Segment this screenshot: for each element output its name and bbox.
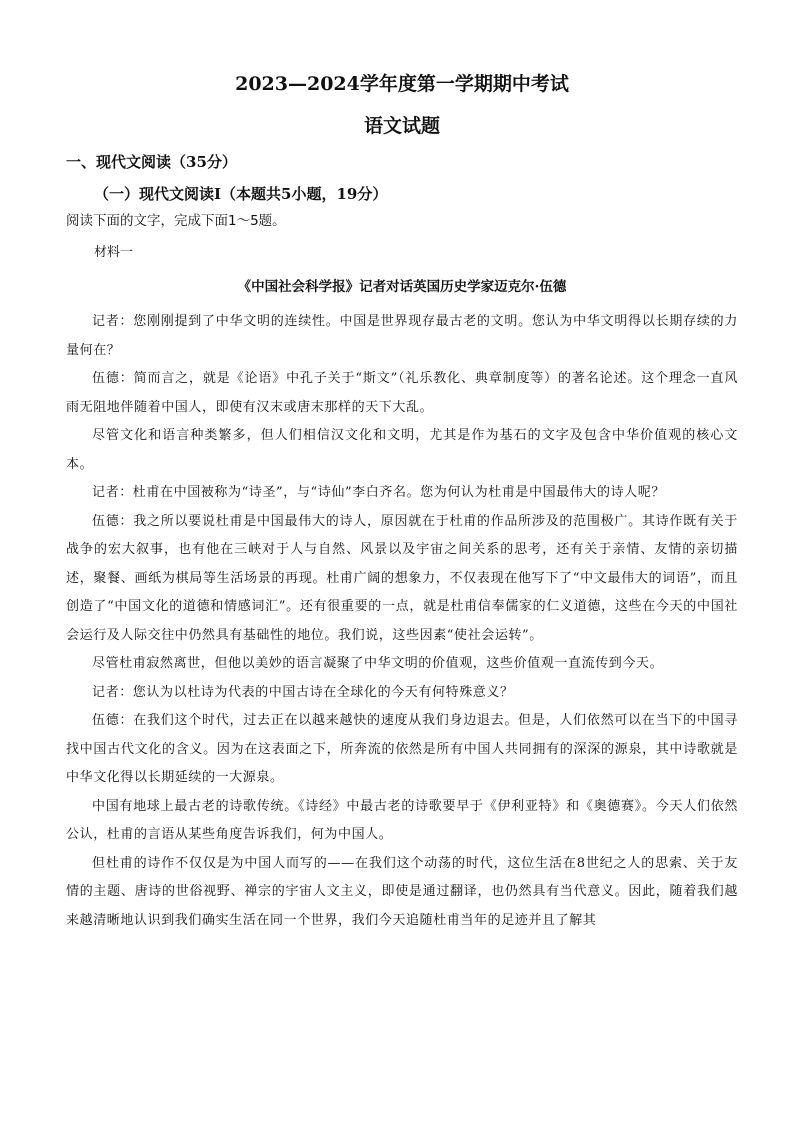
reading-instruction: 阅读下面的文字，完成下面1～5题。 bbox=[66, 213, 286, 229]
exam-title: 2023—2024学年度第一学期期中考试 bbox=[235, 73, 569, 95]
paragraph: 中国有地球上最古老的诗歌传统。《诗经》中最古老的诗歌要早于《伊利亚特》和《奥德赛》。今天人们依然公认，杜甫的言语从某些角度告诉我们，何为中国人。 bbox=[66, 798, 738, 842]
exam-subtitle: 语文试题 bbox=[363, 115, 440, 137]
paragraph: 伍德：简而言之，就是《论语》中孔子关于“斯文”（礼乐教化、典章制度等）的著名论述。这个理念一直风雨无阻地伴随着中国人，即使有汉末或唐末那样的天下大乱。 bbox=[66, 371, 738, 415]
article-body bbox=[66, 308, 738, 935]
paragraph: 伍德：我之所以要说杜甫是中国最伟大的诗人，原因就在于杜甫的作品所涉及的范围极广。其诗作既有关于战争的宏大叙事，也有他在三峡对于人与自然、风景以及宇宙之间关系的思考，还有关于亲情、友情的亲切描述，聚餐、画纸为棋局等生活场景的再现。杜甫广阔的想象力，不仅表现在他写下了“中文最伟大的词语”，而且创造了“中国文化的道德和情感词汇”。还有很重要的一点，就是杜甫信奉儒家的仁义道德，这些在今天的中国社会运行及人际交往中仍然具有基础性的地位。我们说，这些因素“使社会运转”。 bbox=[66, 513, 738, 643]
paragraph: 伍德：在我们这个时代，过去正在以越来越快的速度从我们身边退去。但是，人们依然可以在当下的中国寻找中国古代文化的含义。因为在这表面之下，所奔流的依然是所有中国人共同拥有的深深的源泉，其中诗歌就是中华文化得以长期延续的一大源泉。 bbox=[66, 713, 738, 785]
subsection-heading: （一）现代文阅读Ⅰ（本题共5小题，19分） bbox=[94, 185, 388, 203]
section-heading: 一、现代文阅读（35分） bbox=[66, 153, 237, 171]
paragraph: 尽管文化和语言种类繁多，但人们相信汉文化和文明，尤其是作为基石的文字及包含中华价值观的核心文本。 bbox=[66, 428, 738, 472]
paragraph: 记者：杜甫在中国被称为“诗圣”，与“诗仙”李白齐名。您为何认为杜甫是中国最伟大的诗人呢？ bbox=[92, 485, 665, 500]
paragraph: 尽管杜甫寂然离世，但他以美妙的语言凝聚了中华文明的价值观，这些价值观一直流传到今天。 bbox=[92, 656, 664, 671]
paragraph: 记者：您刚刚提到了中华文明的连续性。中国是世界现存最古老的文明。您认为中华文明得以长期存续的力量何在？ bbox=[66, 314, 738, 358]
material-label: 材料一 bbox=[94, 245, 134, 260]
paragraph: 记者：您认为以杜诗为代表的中国古诗在全球化的今天有何特殊意义？ bbox=[92, 684, 514, 700]
paragraph: 但杜甫的诗作不仅仅是为中国人而写的——在我们这个动荡的时代，这位生活在8世纪之人的思索、关于友情的主题、唐诗的世俗视野、禅宗的宇宙人文主义，即使是通过翻译，也仍然具有当代意义。因此，随着我们越来越清晰地认识到我们确实生活在同一个世界，我们今天追随杜甫当年的足迹并且了解其 bbox=[66, 855, 738, 928]
article-title: 《中国社会科学报》记者对话英国历史学家迈克尔·伍德 bbox=[237, 279, 567, 295]
